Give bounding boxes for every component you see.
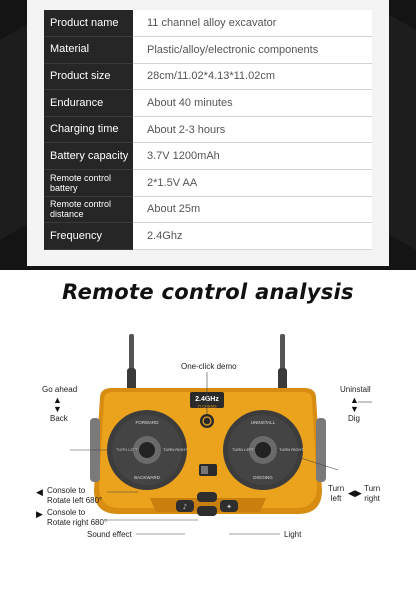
callout-turn-right: Turn right [364, 484, 381, 503]
spec-row [44, 196, 372, 223]
spec-label: Battery capacity [44, 143, 133, 170]
spec-value: About 2-3 hours [133, 116, 372, 143]
callout-uninstall: Uninstall [340, 385, 371, 394]
spec-row [44, 63, 372, 90]
right-arrow-icon: ▶ [36, 509, 43, 519]
spec-value: About 25m [133, 196, 372, 223]
section-title: Remote control analysis [62, 280, 354, 304]
callout-one-click-demo: One-click demo [181, 362, 237, 371]
spec-label: Product name [44, 10, 133, 37]
demo-button[interactable] [200, 414, 214, 428]
left-stick-backward-label: BACKWARD [134, 475, 160, 480]
rotate-right-button[interactable] [197, 506, 217, 516]
right-stick-turn-left-label: TURN LEFT [232, 447, 254, 452]
callout-back: Back [50, 414, 68, 423]
spec-label: Material [44, 37, 133, 64]
sound-button[interactable] [176, 500, 194, 512]
spec-value: 28cm/11.02*4.13*11.02cm [133, 63, 372, 90]
spec-value: 2*1.5V AA [133, 170, 372, 197]
callout-sound-effect: Sound effect [87, 530, 132, 539]
spec-row [44, 170, 372, 197]
spec-row [44, 223, 372, 250]
spec-value: 2.4Ghz [133, 223, 372, 250]
callout-console-right: Console to Rotate right 680° [47, 508, 108, 527]
right-stick-turn-right-label: TURN RIGHT [279, 447, 304, 452]
spec-row [44, 37, 372, 64]
callout-dig: Dig [348, 414, 361, 423]
power-switch[interactable] [199, 464, 217, 476]
right-antenna [278, 334, 287, 392]
spec-row [44, 116, 372, 143]
spec-label: Frequency [44, 223, 133, 250]
brand-name: YI CHENG [197, 403, 217, 409]
spec-label: Remote control battery [44, 170, 133, 197]
callout-light: Light [284, 530, 302, 539]
spec-value: 3.7V 1200mAh [133, 143, 372, 170]
spec-label: Endurance [44, 90, 133, 117]
callout-turn-left: Turn left [328, 484, 345, 503]
left-arrow-icon: ◀ [36, 487, 43, 497]
up-down-arrow-icon: ▲ ▼ [53, 395, 62, 414]
left-stick-forward-label: FORWARD [135, 420, 159, 425]
svg-text:✦: ✦ [226, 503, 232, 511]
left-antenna [127, 334, 136, 392]
svg-text:♪: ♪ [182, 503, 188, 511]
spec-label: Charging time [44, 116, 133, 143]
light-button[interactable] [220, 500, 238, 512]
callout-go-ahead: Go ahead [42, 385, 78, 394]
spec-label: Remote control distance [44, 196, 133, 223]
left-right-arrow-icon: ◀▶ [348, 488, 362, 498]
left-stick-turn-right-label: TURN RIGHT [163, 447, 188, 452]
spec-table [44, 10, 372, 250]
spec-row [44, 90, 372, 117]
up-down-arrow-icon: ▲ ▼ [350, 395, 359, 414]
spec-label: Product size [44, 63, 133, 90]
left-stick-turn-left-label: TURN LEFT [116, 447, 138, 452]
spec-row [44, 143, 372, 170]
brand-frequency: 2.4GHz [195, 396, 219, 403]
spec-value: 11 channel alloy excavator [133, 10, 372, 37]
spec-value: Plastic/alloy/electronic components [133, 37, 372, 64]
right-stick-uninstall-label: UNINSTALL [250, 420, 276, 425]
spec-value: About 40 minutes [133, 90, 372, 117]
callout-console-left: Console to Rotate left 680° [47, 486, 103, 505]
rotate-left-button[interactable] [197, 492, 217, 502]
spec-row [44, 10, 372, 37]
right-stick-digging-label: DIGGING [253, 475, 273, 480]
